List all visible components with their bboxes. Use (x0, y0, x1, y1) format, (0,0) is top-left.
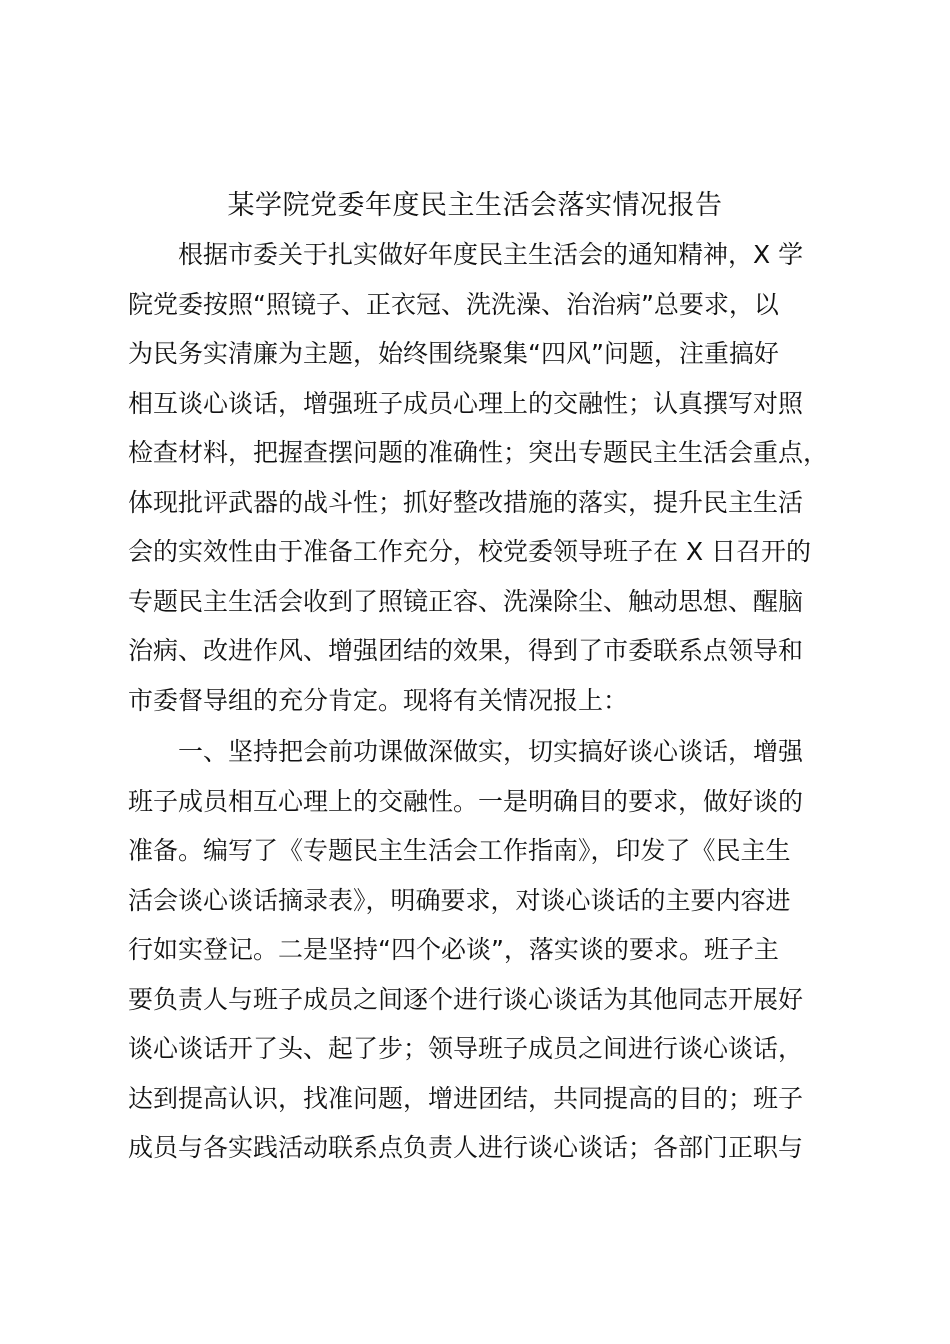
paragraph-line: 相互谈心谈话，增强班子成员心理上的交融性；认真撰写对照 (128, 388, 804, 418)
paragraph-line: 专题民主生活会收到了照镜正容、洗澡除尘、触动思想、醒脑 (128, 586, 804, 616)
paragraph-line: 行如实登记。二是坚持“四个必谈”，落实谈的要求。班子主 (128, 935, 779, 964)
paragraph-line: 体现批评武器的战斗性；抓好整改措施的落实，提升民主生活 (128, 487, 804, 517)
paragraph-line: 治病、改进作风、增强团结的效果，得到了市委联系点领导和 (128, 636, 804, 665)
paragraph-line: 为民务实清廉为主题，始终围绕聚集“四风”问题，注重搞好 (128, 339, 779, 368)
paragraph-line: 会的实效性由于准备工作充分，校党委领导班子在 X 日召开的 (128, 537, 812, 566)
paragraph-line: 一、坚持把会前功课做深做实，切实搞好谈心谈话，增强 (178, 737, 804, 766)
paragraph-section-one (128, 727, 858, 1173)
document-title: 某学院党委年度民主生活会落实情况报告 (227, 190, 723, 221)
paragraph-line: 检查材料，把握查摆问题的准确性；突出专题民主生活会重点， (128, 438, 829, 467)
paragraph-line: 要负责人与班子成员之间逐个进行谈心谈话为其他同志开展好 (128, 984, 804, 1014)
paragraph-line: 谈心谈话开了头、起了步；领导班子成员之间进行谈心谈话， (128, 1034, 804, 1063)
paragraph-line: 活会谈心谈话摘录表》，明确要求，对谈心谈话的主要内容进 (128, 885, 791, 915)
paragraph-line: 班子成员相互心理上的交融性。一是明确目的要求，做好谈的 (128, 786, 804, 816)
paragraph-line: 院党委按照“照镜子、正衣冠、洗洗澡、治治病”总要求，以 (128, 289, 779, 319)
paragraph-line: 根据市委关于扎实做好年度民主生活会的通知精神，X 学 (178, 240, 804, 269)
paragraph-line: 成员与各实践活动联系点负责人进行谈心谈话；各部门正职与 (128, 1133, 804, 1162)
paragraph-line: 市委督导组的充分肯定。现将有关情况报上： (128, 685, 629, 715)
paragraph-line: 准备。编写了《专题民主生活会工作指南》，印发了《民主生 (128, 836, 791, 865)
paragraph-line: 达到提高认识，找准问题，增进团结，共同提高的目的；班子 (128, 1083, 804, 1113)
paragraph-intro (128, 230, 858, 725)
